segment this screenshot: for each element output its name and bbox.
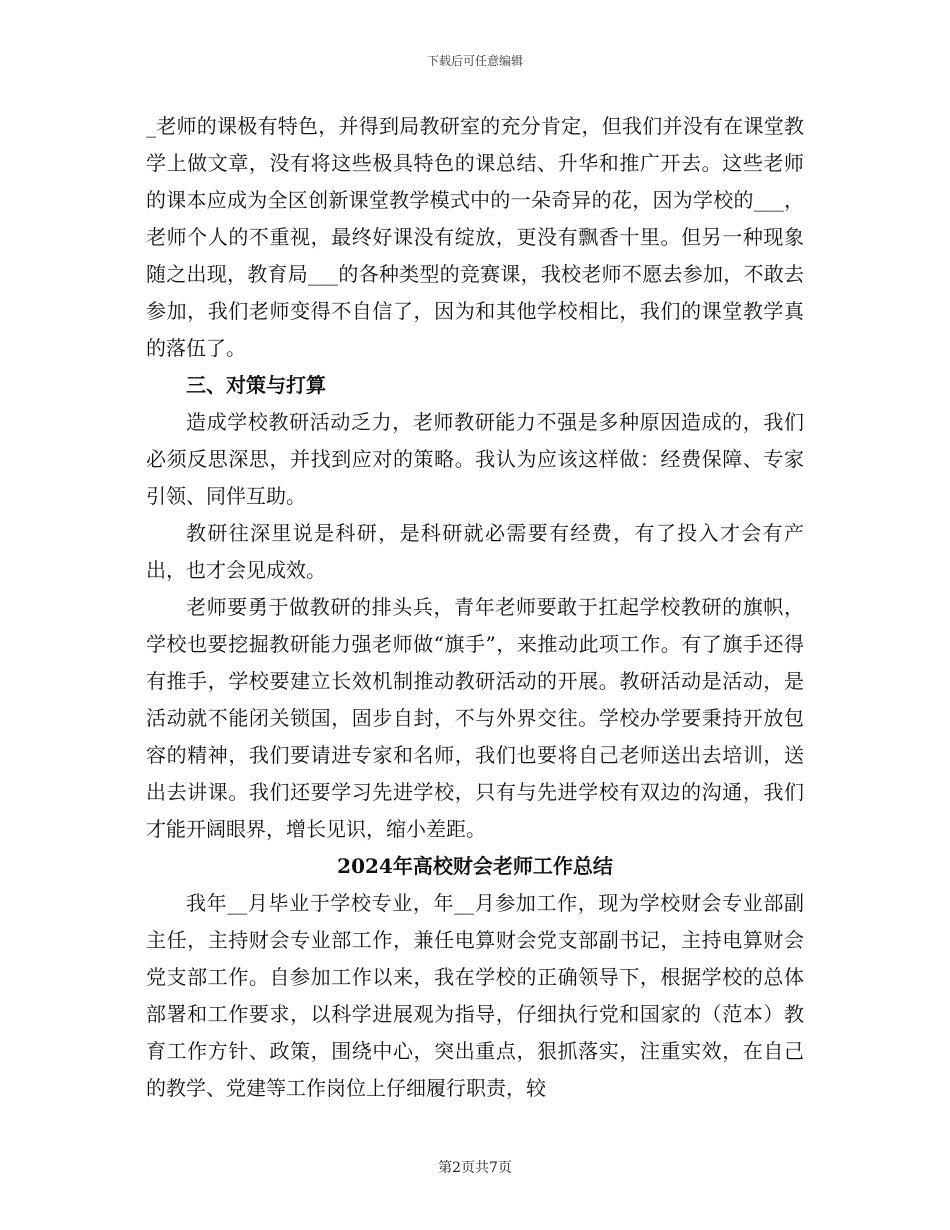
page-header: 下载后可任意编辑 [426, 54, 523, 68]
document-body [146, 108, 804, 1107]
paragraph-4: 老师要勇于做教研的排头兵，青年老师要敢于扛起学校教研的旗帜，学校也要挖掘教研能力强老师做“旗手”，来推动此项工作。有了旗手还得有推手，学校要建立长效机制推动教研活动的开展。教研活动是活动，是活动就不能闭关锁国，固步自封，不与外界交往。学校办学要秉持开放包容的精神，我们要请进专家和名师，我们也要将自己老师送出去培训，送出去讲课。我们还要学习先进学校，只有与先进学校有双边的沟通，我们才能开阔眼界，增长见识，缩小差距。 [146, 595, 804, 841]
paragraph-2: 造成学校教研活动乏力，老师教研能力不强是多种原因造成的，我们必须反思深思，并找到应对的策略。我认为应该这样做：经费保障、专家引领、同伴互助。 [146, 410, 804, 508]
paragraph-1: _老师的课极有特色，并得到局教研室的充分肯定，但我们并没有在课堂教学上做文章，没有将这些极具特色的课总结、升华和推广开去。这些老师的课本应成为全区创新课堂教学模式中的一朵奇异的花，因为学校的___，老师个人的不重视，最终好课没有绽放，更没有飘香十里。但另一种现象随之出现，教育局___的各种类型的竞赛课，我校老师不愿去参加，不敢去参加，我们老师变得不自信了，因为和其他学校相比，我们的课堂教学真的落伍了。 [146, 114, 804, 360]
paragraph-3: 教研往深里说是科研，是科研就必需要有经费，有了投入才会有产出，也才会见成效。 [146, 521, 804, 582]
paragraph-5: 我年__月毕业于学校专业，年__月参加工作，现为学校财会专业部副主任，主持财会专业部工作，兼任电算财会党支部副书记，主持电算财会党支部工作。自参加工作以来，我在学校的正确领导下，根据学校的总体部署和工作要求，以科学进展观为指导，仔细执行党和国家的（范本）教育工作方针、政策，围绕中心，突出重点，狠抓落实，注重实效，在自己的教学、党建等工作岗位上仔细履行职责，较 [146, 891, 804, 1100]
page-number: 第2页共7页 [438, 1160, 512, 1176]
section-heading-3: 三、对策与打算 [186, 373, 326, 397]
document-title: 2024年高校财会老师工作总结 [337, 854, 613, 878]
